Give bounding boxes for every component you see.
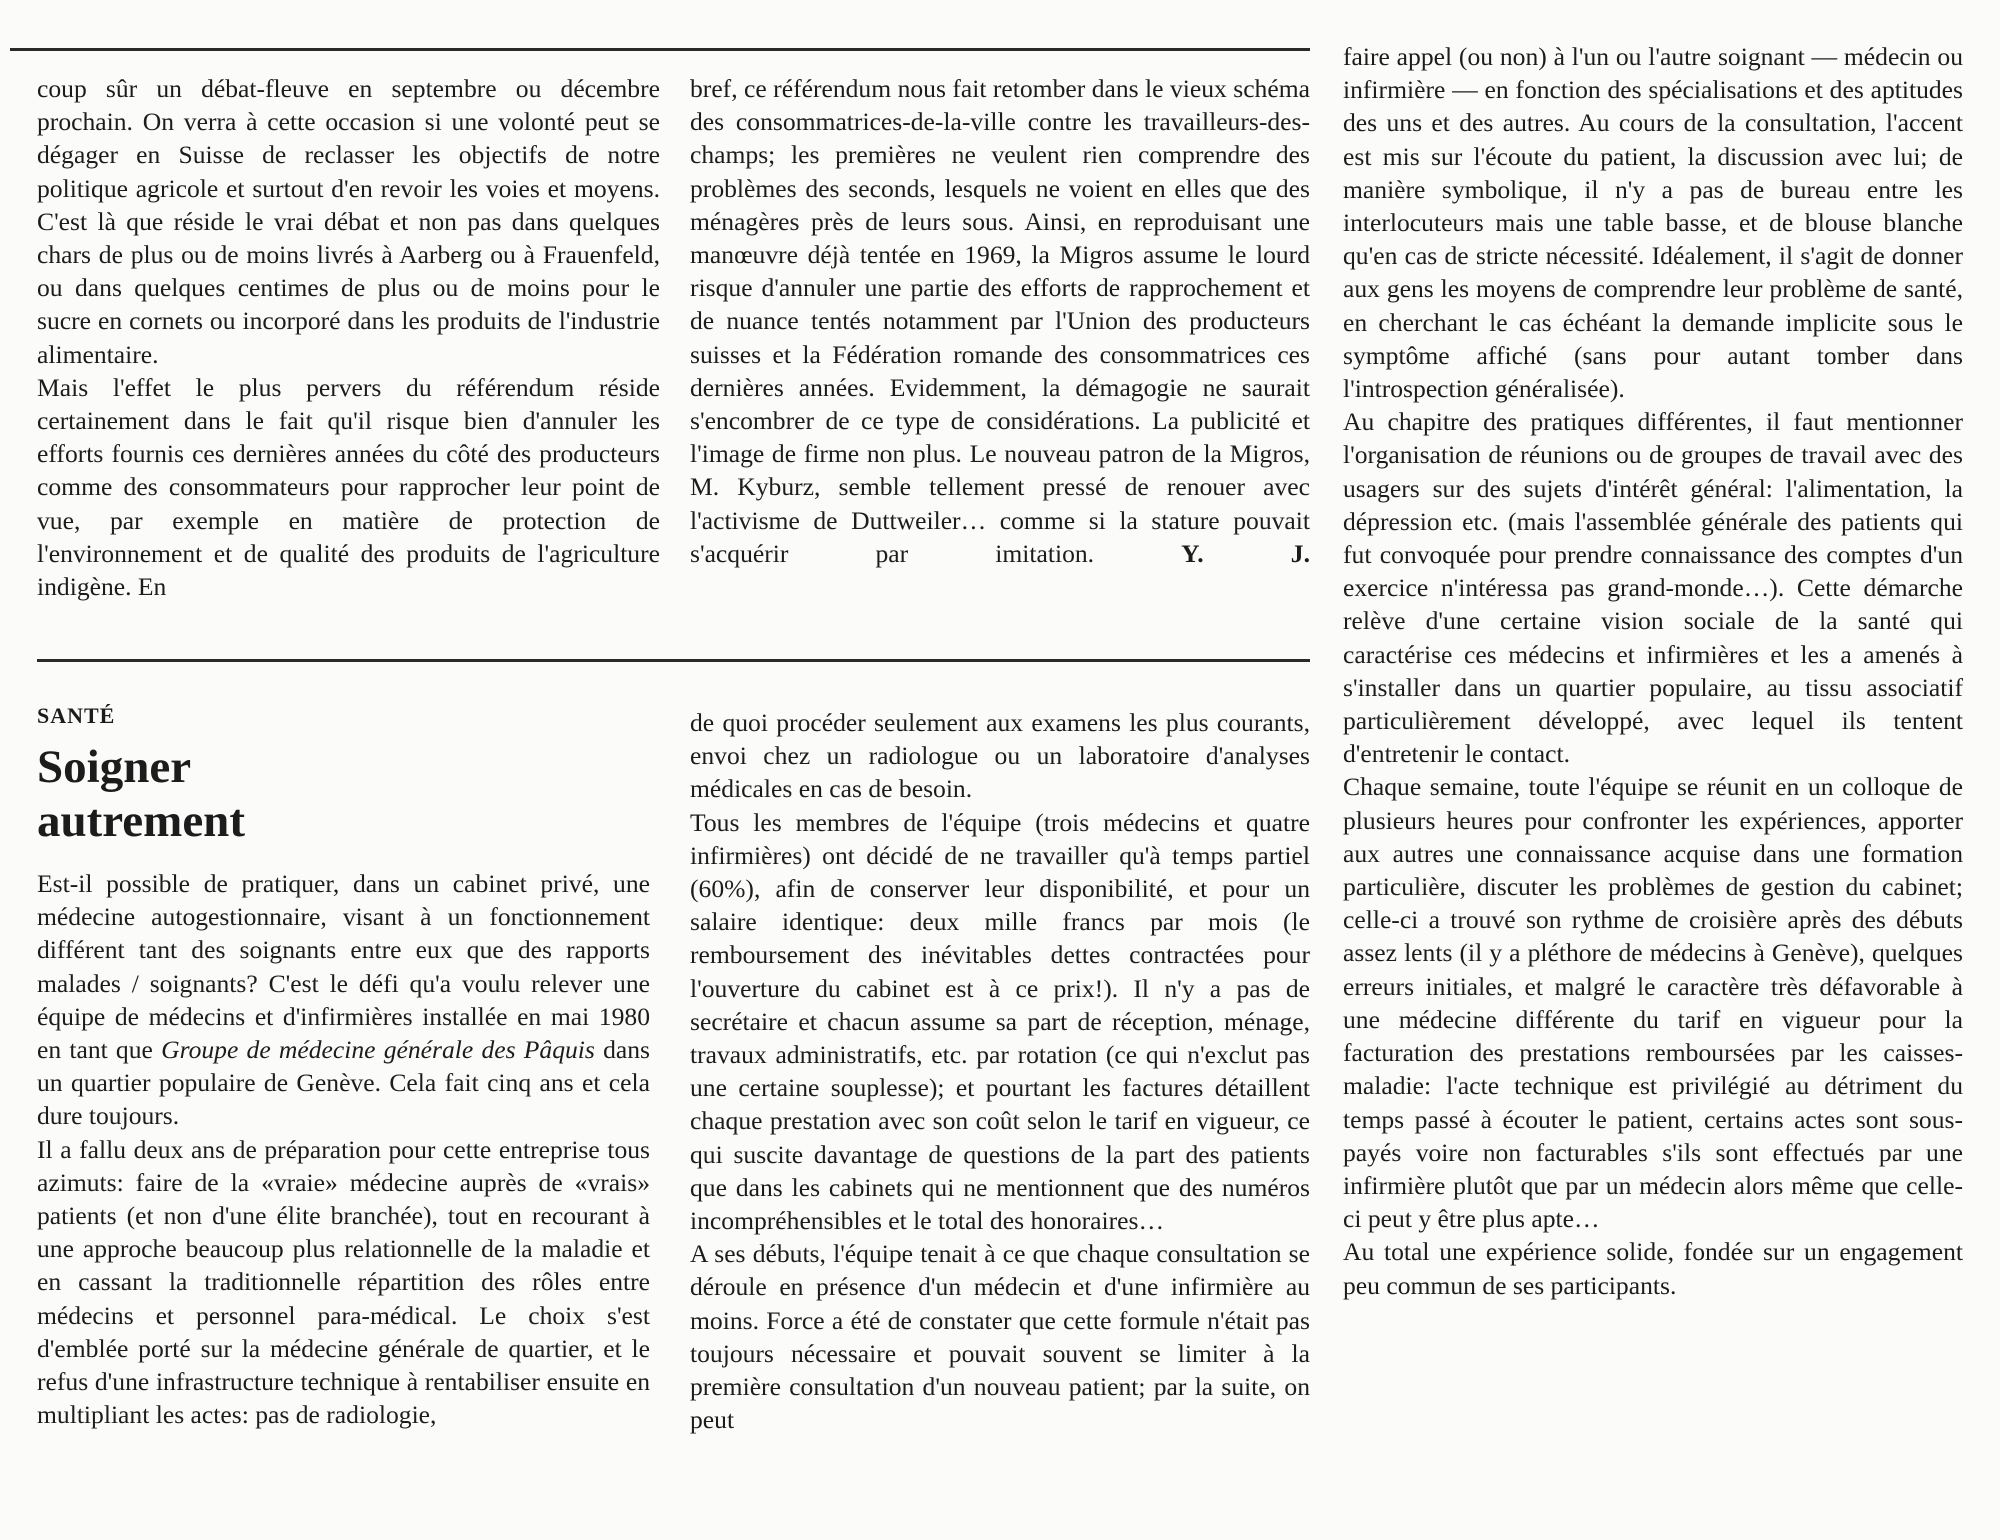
top-col2-paragraph-1 [690, 72, 1310, 570]
bottom-col2-paragraph-3: A ses débuts, l'équipe tenait à ce que chaque consultation se déroule en présence d'un médecin et d'une infirmière au moins. Force a été de constater que cette formule n'était pas toujours nécessaire et pouvait souvent se limiter à la première consultation d'un nouveau patient; par la suite, on peut [690, 1239, 1310, 1435]
article-headline [37, 740, 637, 848]
intro-text-end: dans un quartier populaire de Genève. Cela fait cinq ans et cela dure toujours. [37, 1035, 650, 1131]
right-col-paragraph-4: Au total une expérience solide, fondée sur un engagement peu commun de ses participants. [1343, 1237, 1963, 1300]
bottom-col1-paragraph-2: Il a fallu deux ans de préparation pour cette entreprise tous azimuts: faire de la «vraie» médecine auprès de «vrais» patients (et non d'une élite branchée), tout en recourant à une approche beaucoup plus relationnelle de la maladie et en cassant la traditionnelle répartition des rôles entre médecins et personnel para-médical. Le choix s'est d'emblée porté sur la médecine générale de quartier, et le refus d'une infrastructure technique à rentabiliser ensuite en multipliant les actes: pas de radiologie, [37, 1134, 650, 1430]
headline-line-1: Soigner [37, 741, 192, 793]
article-separator-rule [37, 659, 1310, 662]
bottom-col2-paragraph-2: Tous les membres de l'équipe (trois médecins et quatre infirmières) ont décidé de ne travailler qu'à temps partiel (60%), afin de conserver leur disponibilité, et pour un salaire identique: deux mille francs par mois (le remboursement des inévitables dettes contractées pour l'ouverture du cabinet est à ce prix!). Il n'y a pas de secrétaire et chacun assume sa part de réception, ménage, travaux administratifs, etc. par rotation (ce qui n'exclut pas une certaine souplesse); et pourtant les factures détaillent chaque prestation avec son coût selon le tarif en vigueur, ce qui suscite davantage de questions de la part des patients que dans les cabinets qui ne mentionnent que des numéros incompréhensibles et le total des honoraires… [690, 807, 1310, 1236]
bottom-article-column-2 [690, 706, 1310, 1436]
top-rule [10, 48, 1310, 51]
top-article-column-1 [37, 72, 660, 603]
top-col1-paragraph-2: Mais l'effet le plus pervers du référendum réside certainement dans le fait qu'il risque bien d'annuler les efforts fournis ces dernières années du côté des producteurs comme des consommateurs pour rapprocher leur point de vue, par exemple en matière de protection de l'environnement et de qualité des produits de l'agriculture indigène. En [37, 372, 660, 602]
author-signature: Y. J. [1181, 538, 1310, 568]
group-name-italic: Groupe de médecine générale des Pâquis [161, 1035, 595, 1065]
right-col-paragraph-3: Chaque semaine, toute l'équipe se réunit en un colloque de plusieurs heures pour confronter les expériences, apporter aux autres une connaissance acquise dans une formation particulière, discuter les problèmes de gestion du cabinet; celle-ci a trouvé son rythme de croisière après des débuts assez lents (il y a pléthore de médecins à Genève), quelques erreurs initiales, et malgré le caractère très défavorable à une médecine différente du tarif en vigueur pour la facturation des prestations remboursées par les caisses-maladie: l'acte technique est privilégié au détriment du temps passé à écouter le patient, certains actes sont sous-payés voire non facturables s'ils sont effectués par une infirmière plutôt que par un médecin alors même que celle-ci peut y être plus apte… [1343, 772, 1963, 1234]
top-col2-text: bref, ce référendum nous fait retomber dans le vieux schéma des consommatrices-de-la-ville contre les travailleurs-des-champs; les premières ne veulent rien comprendre des problèmes des seconds, lesquels ne voient en elles que des ménagères près de leurs sous. Ainsi, en reproduisant une manœuvre déjà tentée en 1969, la Migros assume le lourd risque d'annuler une partie des efforts de rapprochement et de nuance tentés notamment par l'Union des producteurs suisses et la Fédération romande des consommatrices ces dernières années. Evidemment, la démagogie ne saurait s'encombrer de ce type de considérations. La publicité et l'image de firme non plus. Le nouveau patron de la Migros, M. Kyburz, semble tellement pressé de renouer avec l'activisme de Duttweiler… comme si la stature pouvait s'acquérir par imitation. [690, 74, 1310, 568]
headline-line-2: autrement [37, 795, 245, 847]
bottom-article-column-1 [37, 867, 650, 1431]
top-col1-paragraph-1: coup sûr un débat-fleuve en septembre ou décembre prochain. On verra à cette occasion si une volonté peut se dégager en Suisse de reclasser les objectifs de notre politique agricole et surtout d'en revoir les voies et moyens. C'est là que réside le vrai débat et non pas dans quelques chars de plus ou de moins livrés à Aarberg ou à Frauenfeld, ou dans quelques centimes de plus ou de moins pour le sucre en cornets ou incorporé dans les produits de l'industrie alimentaire. [37, 74, 660, 369]
top-article-column-2 [690, 72, 1310, 570]
right-col-paragraph-2: Au chapitre des pratiques différentes, il faut mentionner l'organisation de réunions ou de groupes de travail avec des usagers sur des sujets d'intérêt général: l'alimentation, la dépression etc. (mais l'assemblée générale des patients qui fut convoquée pour prendre connaissance des comptes d'un exercice n'intéressa pas grand-monde…). Cette démarche relève d'une certaine vision sociale de la santé qui caractérise ces médecins et infirmières et les a amenés à s'installer dans un quartier populaire, au tissu associatif particulièrement développé, avec lequel ils tentent d'entretenir le contact. [1343, 407, 1963, 769]
bottom-col1-paragraph-1 [37, 867, 650, 1133]
intro-text: Est-il possible de pratiquer, dans un cabinet privé, une médecine autogestionnaire, visant à un fonctionnement différent tant des soignants entre eux que des rapports malades / soignants? C'est le défi qu'a voulu relever une équipe de médecins et d'infirmières installée en mai 1980 en tant que [37, 869, 650, 1065]
right-col-paragraph-1: faire appel (ou non) à l'un ou l'autre soignant — médecin ou infirmière — en fonction des spécialisations et des aptitudes des uns et des autres. Au cours de la consultation, l'accent est mis sur l'écoute du patient, la discussion avec lui; de manière symbolique, il n'y a pas de bureau entre les interlocuteurs mais une table basse, et de blouse blanche qu'en cas de stricte nécessité. Idéalement, il s'agit de donner aux gens les moyens de comprendre leur problème de santé, en cherchant le cas échéant la demande implicite sous le symptôme affiché (sans pour autant tomber dans l'introspection généralisée). [1343, 42, 1963, 404]
right-column [1343, 40, 1963, 1302]
bottom-col2-paragraph-1: de quoi procéder seulement aux examens les plus courants, envoi chez un radiologue ou un laboratoire d'analyses médicales en cas de besoin. [690, 708, 1310, 804]
section-kicker: SANTÉ [37, 703, 116, 728]
